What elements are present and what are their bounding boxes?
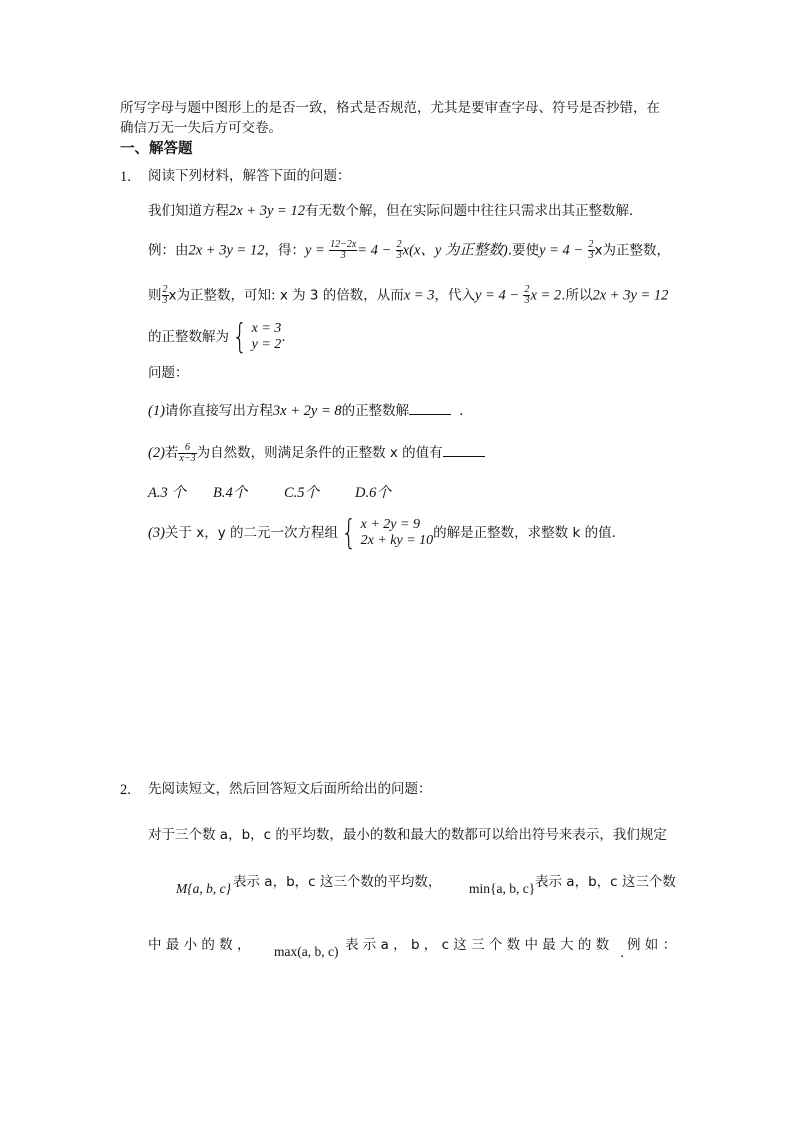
mean-symbol: M{a, b, c}: [176, 881, 232, 896]
text: ．: [459, 403, 473, 419]
text: ，代入: [434, 287, 476, 304]
text: ，得：: [264, 242, 305, 259]
section-title: 一、解答题: [120, 141, 193, 157]
fraction: [588, 240, 595, 261]
equation: 2x + 3y = 12: [592, 287, 669, 304]
q2-paragraph-1: 对于三个数 a，b，c 的平均数，最小的数和最大的数都可以给出符号来表示，我们规定: [148, 827, 667, 843]
fraction: [329, 240, 357, 261]
answer-blank[interactable]: [409, 400, 451, 415]
equation: 2x + 3y = 12: [188, 242, 265, 259]
text: .: [281, 329, 286, 345]
text: 的解是正整数，求整数 k 的值．: [433, 525, 626, 541]
text: .所以: [561, 287, 593, 304]
brace-icon: {: [341, 513, 357, 553]
equation-system: [338, 513, 434, 553]
q1-paragraph-3: [148, 285, 668, 306]
equation: y =: [304, 242, 325, 259]
numerator: 2: [524, 284, 530, 295]
max-description: 表 示 a ， b ， c 这 三 个 数 中 最 大 的 数: [345, 937, 610, 953]
numerator: 12−2x: [330, 239, 357, 250]
denominator: x−3: [179, 452, 196, 464]
option-c: C.5个: [284, 485, 320, 501]
equation: 2x + 3y = 12: [229, 203, 305, 219]
min-symbol: min{a, b, c}: [469, 881, 536, 896]
equation: y = 4 −: [539, 242, 584, 259]
denominator: 3: [340, 250, 346, 261]
equation: = 4 −: [357, 242, 392, 259]
equation: x = 3: [403, 287, 435, 304]
option-d: D.6个: [355, 485, 391, 501]
equation-system: [229, 317, 282, 357]
question-number-2: 2.: [120, 782, 131, 798]
denominator: 3: [162, 295, 168, 306]
text: 我们知道方程: [148, 203, 229, 219]
brace-icon: {: [232, 317, 248, 357]
equation: 2x + ky = 10: [360, 533, 434, 548]
sub-question-2: [148, 442, 485, 464]
text: 关于 x，y 的二元一次方程组: [164, 525, 338, 541]
numerator: 2: [396, 239, 402, 250]
equation: x + 2y = 9: [360, 517, 420, 532]
option-b: B.4个: [213, 485, 248, 501]
sub-number: (3): [148, 525, 165, 541]
text: x为正整数，: [594, 242, 670, 259]
q1-paragraph-1: [148, 202, 642, 220]
mean-description: 表示 a，b，c 这三个数的平均数，: [233, 874, 442, 890]
problem-label: 问题：: [148, 365, 189, 381]
fraction: [178, 443, 196, 464]
fraction: [396, 240, 403, 261]
q1-paragraph-2: [148, 240, 670, 261]
sub-question-1: [148, 400, 473, 420]
fraction: [162, 285, 169, 306]
text: 的正整数解为: [148, 329, 229, 345]
max-symbol: max(a, b, c): [274, 944, 339, 959]
intro-line-2: 确信万无一失后方可交卷。: [120, 120, 282, 136]
text: x为正整数，可知: x 为 3 的倍数，从而: [168, 287, 404, 304]
sub-question-3: [148, 513, 626, 553]
equation: y = 4 −: [475, 287, 520, 304]
q2-line-3-start: 中 最 小 的 数 ，: [148, 937, 251, 953]
answer-blank[interactable]: [443, 442, 485, 457]
option-a: A.3 个: [148, 485, 186, 501]
denominator: 3: [588, 250, 594, 261]
sub-number: (2): [148, 445, 165, 461]
q1-paragraph-4: [148, 317, 286, 357]
q2-line-3-dot: .: [620, 945, 625, 961]
text: 的正整数解: [341, 403, 410, 419]
text: 有无数个解，但在实际问题中往往只需求出其正整数解．: [304, 203, 643, 219]
min-description: 表示 a，b，c 这三个数: [535, 874, 676, 890]
equation: x(x、y 为正整数): [402, 242, 508, 259]
numerator: 2: [162, 284, 168, 295]
text: 例：由: [148, 242, 189, 259]
denominator: 3: [524, 295, 530, 306]
text: 若: [164, 445, 179, 461]
text: 则: [148, 287, 162, 304]
equation: x = 3: [251, 321, 282, 336]
numerator: 6: [178, 443, 196, 454]
equation: y = 2: [251, 337, 282, 352]
text: 为自然数，则满足条件的正整数 x 的值有: [196, 445, 443, 461]
question-1-lead: 阅读下列材料，解答下面的问题：: [148, 168, 351, 184]
equation: 3x + 2y = 8: [272, 403, 342, 419]
sub-number: (1): [148, 403, 165, 419]
q2-line-3-end: 例 如 ：: [627, 937, 677, 953]
text: 请你直接写出方程: [164, 403, 273, 419]
intro-line-1: 所写字母与题中图形上的是否一致，格式是否规范，尤其是要审查字母、符号是否抄错，在: [120, 100, 660, 116]
equation: x = 2: [530, 287, 562, 304]
question-2-lead: 先阅读短文，然后回答短文后面所给出的问题：: [148, 781, 432, 797]
denominator: 3: [396, 250, 402, 261]
text: .要使: [507, 242, 540, 259]
question-number-1: 1.: [120, 169, 131, 185]
numerator: 2: [588, 239, 594, 250]
